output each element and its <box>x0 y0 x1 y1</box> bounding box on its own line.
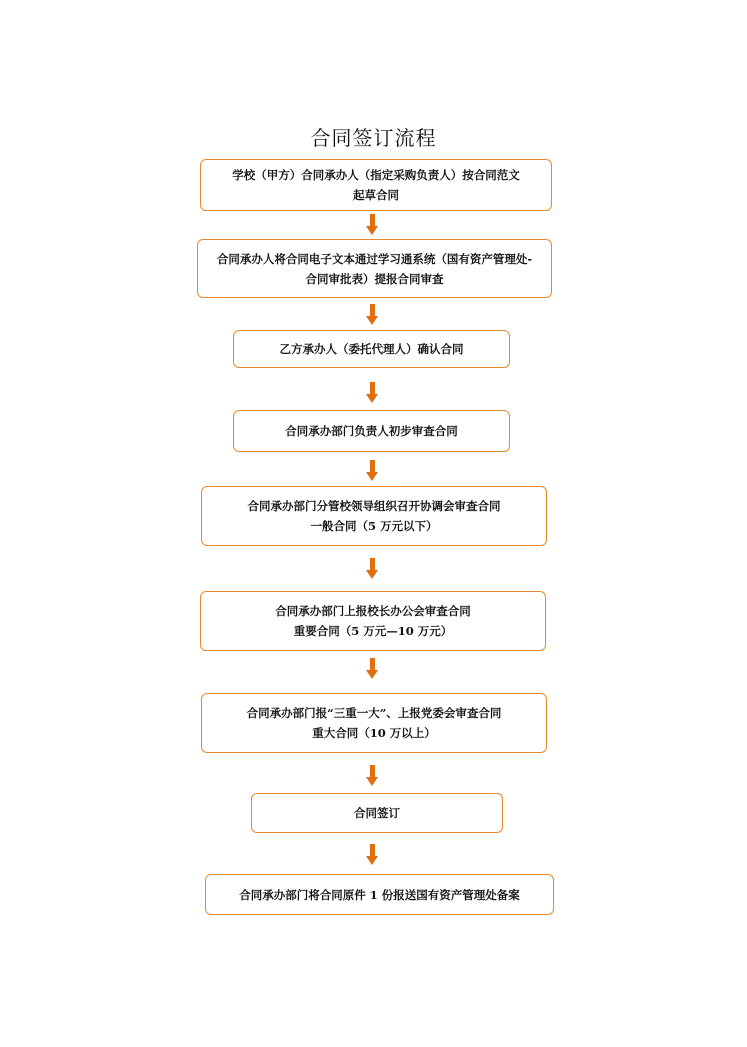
flow-step-2-submit-review <box>197 239 552 298</box>
step-7-line-1: 合同承办部门报“三重一大”、上报党委会审查合同 <box>246 706 502 720</box>
flow-step-3-party-b-confirm <box>233 330 510 368</box>
down-arrow-icon <box>366 765 378 787</box>
flow-step-6-important-contract-review <box>200 591 546 651</box>
flow-step-5-general-contract-review <box>201 486 547 546</box>
step-2-line-2: 合同审批表）提报合同审查 <box>305 271 444 286</box>
flow-step-1-draft-contract <box>200 159 552 211</box>
down-arrow-icon <box>366 304 378 326</box>
step-6-line-1: 合同承办部门上报校长办公会审查合同 <box>275 604 471 618</box>
step-3-line-1: 乙方承办人（委托代理人）确认合同 <box>279 342 464 356</box>
down-arrow-icon <box>366 658 378 680</box>
down-arrow-icon <box>366 382 378 404</box>
down-arrow-icon <box>366 558 378 580</box>
step-1-line-1: 学校（甲方）合同承办人（指定采购负责人）按合同范文 <box>232 168 520 182</box>
step-9-line-1: 合同承办部门将合同原件 1 份报送国有资产管理处备案 <box>239 887 520 902</box>
down-arrow-icon <box>366 214 378 236</box>
down-arrow-icon <box>366 460 378 482</box>
down-arrow-icon <box>366 844 378 866</box>
step-1-line-2: 起草合同 <box>353 188 399 202</box>
step-5-line-1: 合同承办部门分管校领导组织召开协调会审查合同 <box>247 499 501 513</box>
flow-step-7-major-contract-review <box>201 693 547 753</box>
step-8-line-1: 合同签订 <box>354 806 400 820</box>
page-title: 合同签订流程 <box>310 126 437 150</box>
flow-step-8-sign-contract <box>251 793 503 833</box>
step-7-line-2: 重大合同（10 万以上） <box>312 726 436 740</box>
step-2-line-1: 合同承办人将合同电子文本通过学习通系统（国有资产管理处- <box>216 251 533 266</box>
step-5-line-2: 一般合同（5 万元以下） <box>310 519 438 533</box>
step-4-line-1: 合同承办部门负责人初步审查合同 <box>285 424 458 438</box>
step-6-line-2: 重要合同（5 万元—10 万元） <box>293 624 453 638</box>
flow-step-4-dept-head-review <box>233 410 510 452</box>
flow-step-9-file-record <box>205 874 554 915</box>
